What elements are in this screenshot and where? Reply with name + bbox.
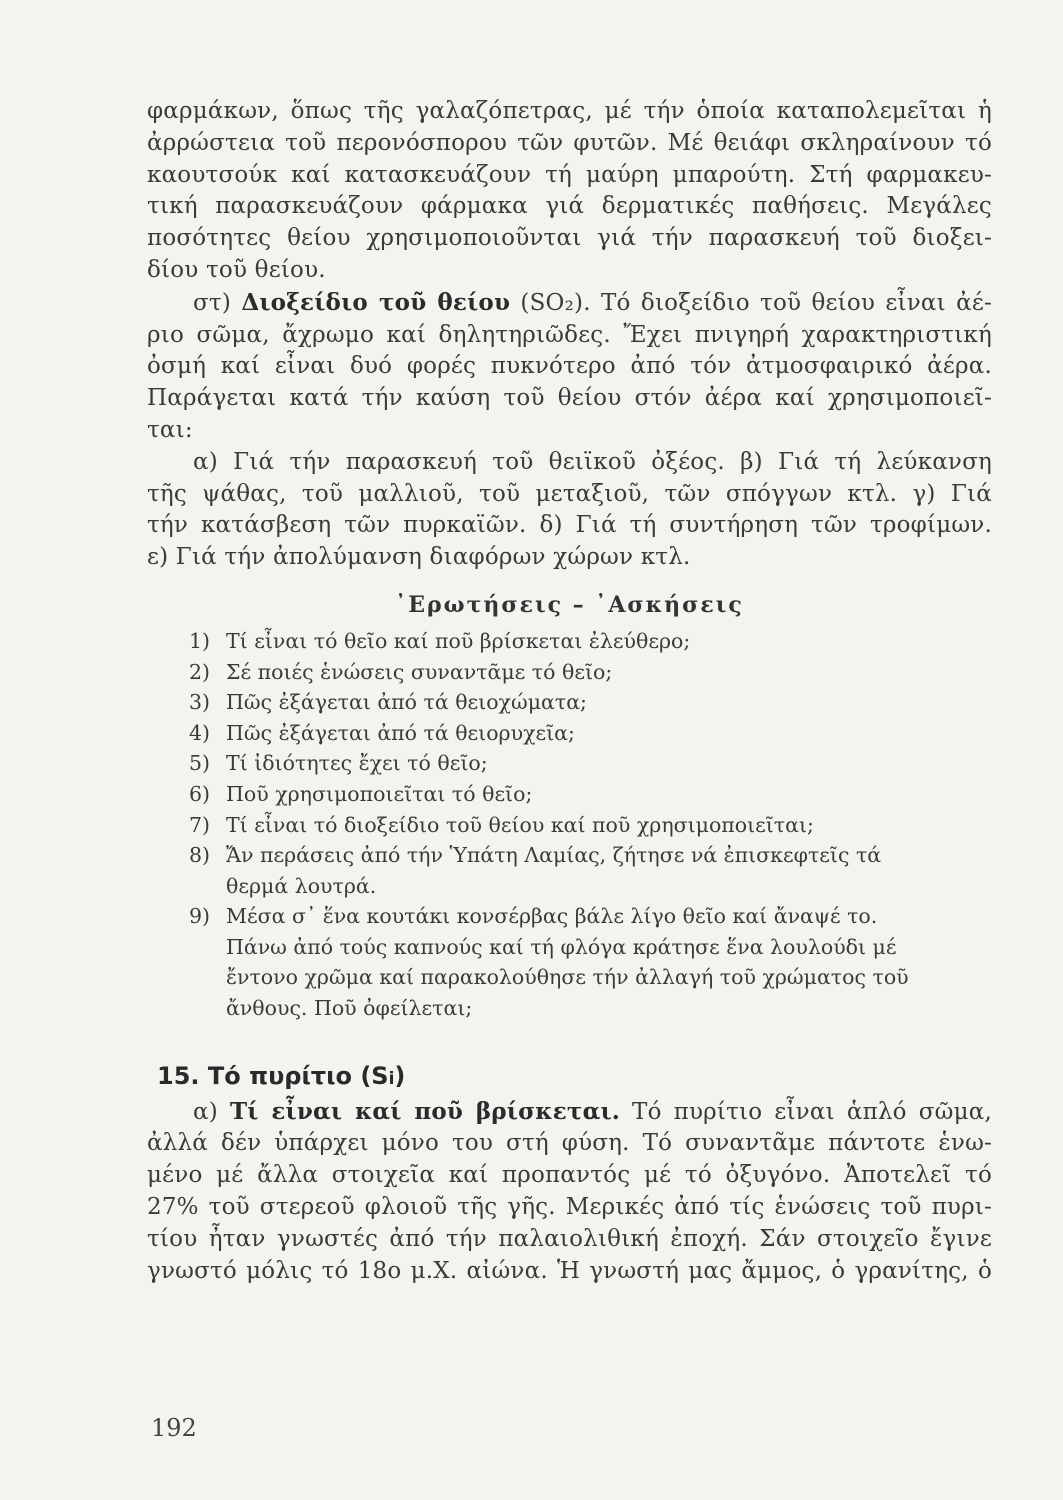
question-item bbox=[189, 779, 969, 810]
question-item bbox=[189, 748, 969, 779]
section15-rest: Τό πυρίτιο εἶναι ἁπλό σῶμα, bbox=[620, 1098, 992, 1125]
question-text: Σέ ποιές ἑνώσεις συναντᾶμε τό θεῖο; bbox=[226, 659, 613, 684]
question-number: 2) bbox=[189, 659, 211, 684]
text-line: 27% τοῦ στερεοῦ φλοιοῦ τῆς γῆς. Μερικές ἀπό τίς ἑνώσεις τοῦ πυρι- bbox=[147, 1194, 992, 1221]
text-line: ποσότητες θείου χρησιμοποιοῦνται γιά τήν παρασκευή τοῦ διοξει- bbox=[147, 225, 992, 252]
text-line: τήν κατάσβεση τῶν πυρκαϊῶν. δ) Γιά τή συντήρηση τῶν τροφίμων. bbox=[147, 512, 992, 539]
so2-formula: (SO₂). bbox=[510, 289, 602, 316]
question-text: Πῶς ἐξάγεται ἀπό τά θειοχώματα; bbox=[226, 690, 587, 715]
question-item bbox=[189, 626, 969, 657]
question-text: Ποῦ χρησιμοποιεῖται τό θεῖο; bbox=[226, 781, 533, 806]
question-number: 8) bbox=[189, 843, 211, 868]
question-number: 9) bbox=[189, 904, 211, 929]
so2-first-rest: Τό διοξείδιο τοῦ θείου εἶναι ἀέ- bbox=[601, 289, 993, 316]
text-line: γνωστό μόλις τό 18ο μ.Χ. αἰώνα. Ἡ γνωστή μας ἄμμος, ὁ γρανίτης, ὁ bbox=[147, 1257, 992, 1284]
section-title-text: 15. Τό πυρίτιο (S bbox=[157, 1061, 389, 1090]
text-line: ε) Γιά τήν ἀπολύμανση διαφόρων χώρων κτλ. bbox=[147, 544, 691, 571]
questions-title: ᾿Ερωτήσεις – ᾿Ασκήσεις bbox=[395, 591, 744, 618]
text-line: ται: bbox=[147, 416, 193, 443]
so2-section bbox=[147, 287, 992, 574]
questions-list bbox=[189, 626, 969, 1024]
question-number: 7) bbox=[189, 812, 211, 837]
text-line: α) Γιά τήν παρασκευή τοῦ θειϊκοῦ ὀξέος. β) Γιά τή λεύκανση bbox=[193, 448, 992, 475]
so2-first-line bbox=[147, 287, 992, 320]
text-line: ἀλλά δέν ὑπάρχει μόνο του στή φύση. Τό συναντᾶμε πάντοτε ἑνω- bbox=[147, 1130, 992, 1157]
text-line: δίου τοῦ θείου. bbox=[147, 256, 326, 283]
section15-paragraph bbox=[147, 1096, 992, 1288]
question-text: Πάνω ἀπό τούς καπνούς καί τή φλόγα κράτησε ἕνα λουλούδι μέ bbox=[226, 934, 897, 959]
question-text: Τί εἶναι τό θεῖο καί ποῦ βρίσκεται ἐλεύθερο; bbox=[226, 628, 691, 653]
text-line: φαρμάκων, ὅπως τῆς γαλαζόπετρας, μέ τήν ὁποία καταπολεμεῖται ἡ bbox=[147, 98, 992, 124]
section-title bbox=[157, 1062, 992, 1090]
question-text: Μέσα σ᾿ ἕνα κουτάκι κονσέρβας βάλε λίγο θεῖο καί ἄναψέ το. bbox=[226, 904, 878, 929]
text-line: ὀσμή καί εἶναι δυό φορές πυκνότερο ἀπό τόν ἀτμοσφαιρικό ἀέρα. bbox=[147, 353, 992, 380]
question-text: Τί εἶναι τό διοξείδιο τοῦ θείου καί ποῦ χρησιμοποιεῖται; bbox=[226, 812, 814, 837]
question-item bbox=[189, 901, 969, 1023]
question-item bbox=[189, 718, 969, 749]
so2-prefix: στ) bbox=[193, 289, 242, 316]
question-number: 6) bbox=[189, 781, 211, 806]
question-item bbox=[189, 657, 969, 688]
page-body bbox=[147, 96, 992, 1287]
question-text: θερμά λουτρά. bbox=[226, 873, 377, 898]
section15-first-line bbox=[147, 1096, 992, 1129]
question-text: ἔντονο χρῶμα καί παρακολούθησε τήν ἀλλαγή τοῦ χρώματος τοῦ bbox=[226, 965, 909, 990]
question-number: 5) bbox=[189, 751, 211, 776]
question-number: 1) bbox=[189, 628, 211, 653]
question-text: ἄνθους. Ποῦ ὀφείλεται; bbox=[226, 996, 473, 1021]
page-number: 192 bbox=[151, 1414, 197, 1442]
text-line: καουτσούκ καί κατασκευάζουν τή μαύρη μπαρούτη. Στή φαρμακευ- bbox=[147, 161, 992, 188]
text-line: ἀρρώστεια τοῦ περονόσπορου τῶν φυτῶν. Μέ θειάφι σκληραίνουν τό bbox=[147, 129, 992, 156]
section15-prefix: α) bbox=[193, 1098, 230, 1125]
text-line: Παράγεται κατά τήν καύση τοῦ θείου στόν ἀέρα καί χρησιμοποιεῖ- bbox=[147, 385, 992, 412]
top-paragraph bbox=[147, 96, 992, 287]
text-line: ριο σῶμα, ἄχρωμο καί δηλητηριῶδες. Ἔχει πνιγηρή χαρακτηριστική bbox=[147, 321, 992, 348]
text-line: τική παρασκευάζουν φάρμακα γιά δερματικές παθήσεις. Μεγάλες bbox=[147, 193, 992, 220]
section15-heading: Τί εἶναι καί ποῦ βρίσκεται. bbox=[229, 1097, 621, 1125]
question-number: 3) bbox=[189, 690, 211, 715]
text-line: μένο μέ ἄλλα στοιχεῖα καί προπαντός μέ τό ὀξυγόνο. Ἀποτελεῖ τό bbox=[147, 1162, 992, 1189]
text-line: τῆς ψάθας, τοῦ μαλλιοῦ, τοῦ μεταξιοῦ, τῶν σπόγγων κτλ. γ) Γιά bbox=[147, 480, 992, 507]
text-line: τίου ἦταν γνωστές ἀπό τήν παλαιολιθική ἐποχή. Σάν στοιχεῖο ἔγινε bbox=[147, 1225, 992, 1252]
question-item bbox=[189, 810, 969, 841]
question-text: Πῶς ἐξάγεται ἀπό τά θειορυχεῖα; bbox=[226, 720, 575, 745]
section-title-sub: i bbox=[388, 1068, 395, 1089]
question-number: 4) bbox=[189, 720, 211, 745]
question-text: Ἄν περάσεις ἀπό τήν Ὑπάτη Λαμίας, ζήτησε νά ἐπισκεφτεῖς τά bbox=[226, 843, 882, 868]
question-item bbox=[189, 687, 969, 718]
section-title-end: ) bbox=[394, 1061, 406, 1090]
so2-heading: Διοξείδιο τοῦ θείου bbox=[241, 288, 511, 316]
question-item bbox=[189, 840, 969, 901]
question-text: Τί ἰδιότητες ἔχει τό θεῖο; bbox=[226, 751, 488, 776]
